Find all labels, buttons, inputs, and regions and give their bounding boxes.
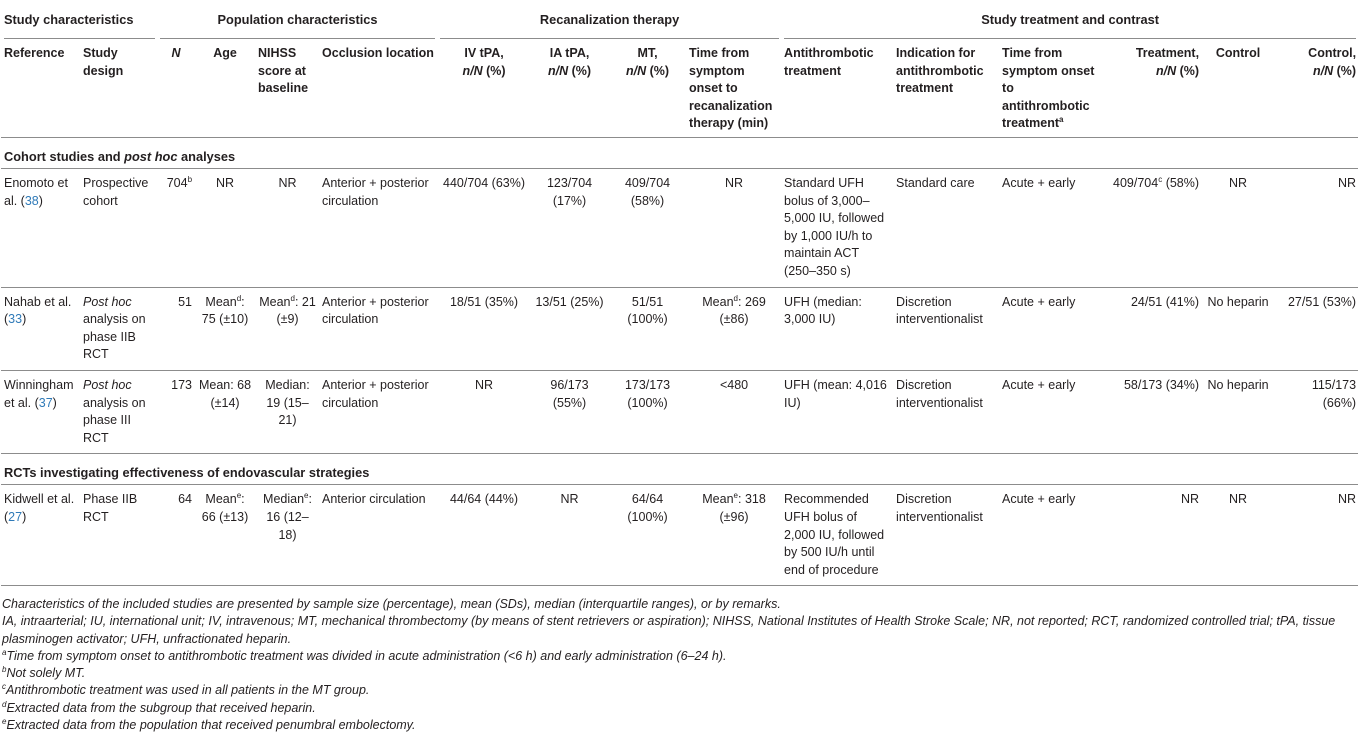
n-footnote-mark: b [187,174,193,184]
cell-treatment [1105,485,1201,586]
age-footnote-mark: e [236,491,242,501]
section-title-cohort [1,138,1358,169]
col-header-control: Control [1201,39,1274,138]
age-b: : 66 (±13) [201,492,249,524]
nihss-footnote-mark: d [290,293,295,303]
footnote-e [2,717,1359,734]
treatment-a: 58/173 (34%) [1123,377,1200,392]
footnote-abbreviations: IA, intraarterial; IU, international unit; IV, intravenous; MT, mechanical thrombectomy (by means of stent retrievers or aspiration); NIHSS, National Institutes of Health Stroke Scale; NR, not reported; RCT, randomized controlled trial; tPA, tissue plasminogen activator; UFH, unfractionated heparin. [2,614,1336,646]
col-header-time-recanalization: Time from symptom onset to recanalization therapy (min) [686,39,781,138]
cell-time-recanalization [686,287,781,370]
cell-control: NR [1201,169,1274,288]
cell-n [157,485,194,586]
footnote-b-text: Not solely MT. [6,666,86,681]
cell-occlusion: Anterior circulation [319,485,437,586]
footnote-e-mark: e [2,716,7,726]
section-title-cohort-a: Cohort studies and [4,149,125,164]
cell-antithrombotic: UFH (median: 3,000 IU) [781,287,893,370]
cell-antithrombotic: Standard UFH bolus of 3,000–5,000 IU, followed by 1,000 IU/h to maintain ACT (250–350 s) [781,169,893,288]
design-text: Phase IIB RCT [83,492,138,524]
age-a: Mean [205,294,237,309]
cell-time-recanalization [686,370,781,453]
group-header-recanalization [437,0,781,39]
cell-antithrombotic: UFH (mean: 4,016 IU) [781,370,893,453]
time-a: NR [725,176,744,190]
age-a: Mean [205,492,237,507]
cell-time-recanalization [686,485,781,586]
cell-treatment [1105,287,1201,370]
reference-name: Nahab et al. ( [4,294,72,327]
cell-n [157,287,194,370]
cell-occlusion: Anterior + posterior circulation [319,370,437,453]
design-italic: Post hoc [83,294,132,309]
col-header-mt-unit: n/N [626,63,647,78]
footnote-a-mark: a [2,647,7,657]
cell-control: No heparin [1201,287,1274,370]
footnote-c-mark: c [2,682,6,692]
col-header-iv-tpa-unit: n/N [462,63,483,78]
time-footnote-mark: e [733,491,738,501]
section-row-cohort [1,138,1358,169]
group-header-treatment [781,0,1358,39]
reference-close: ) [22,509,27,524]
cell-time-antithrombotic: Acute + early [999,370,1105,453]
col-header-control-n-unit: n/N [1313,63,1334,78]
group-header-recanalization-label: Recanalization therapy [440,11,779,39]
cell-age [194,370,255,453]
nihss-a: NR [278,176,297,190]
cell-treatment [1105,370,1201,453]
cell-indication: Discretion interventionalist [893,287,999,370]
cell-n [157,169,194,288]
age-a: Mean: 68 (±14) [198,377,252,410]
design-italic: Post hoc [83,377,132,392]
col-header-design: Study design [80,39,157,138]
table-row [1,370,1358,453]
group-header-study-label: Study characteristics [4,11,155,39]
section-title-cohort-c: analyses [177,149,236,164]
time-a: Mean [702,294,734,309]
footnote-e-text: Extracted data from the population that received penumbral embolectomy. [6,717,416,732]
group-header-population [157,0,437,39]
footnote-c-text: Antithrombotic treatment was used in all patients in the MT group. [6,683,370,698]
footnote-c [2,682,1359,699]
table-row [1,287,1358,370]
cell-iv-tpa: NR [437,370,530,453]
rct-rows [1,485,1358,586]
cell-ia-tpa: NR [530,485,608,586]
treatment-a: 24/51 (41%) [1130,294,1200,309]
column-header-row [1,39,1358,138]
cell-mt: 51/51 (100%) [608,287,686,370]
cell-indication: Discretion interventionalist [893,485,999,586]
cell-occlusion: Anterior + posterior circulation [319,287,437,370]
n-value: 64 [178,492,193,507]
col-header-iv-tpa-pct: (%) [482,63,506,78]
cell-age [194,169,255,288]
n-value: 704 [166,176,188,190]
col-header-n-label: N [171,46,181,60]
footnote-b [2,665,1359,682]
reference-name: Kidwell et al. ( [4,492,75,524]
footnote-d-text: Extracted data from the subgroup that received heparin. [6,700,316,715]
age-footnote-mark: d [236,293,242,303]
footnote-a-text: Time from symptom onset to antithrombotic treatment was divided in acute administration (<6 h) and early administration (6–24 h). [6,648,727,663]
cell-nihss [255,370,319,453]
cohort-rows [1,169,1358,454]
col-header-ia-tpa-unit: n/N [548,63,569,78]
footnote-d [2,700,1359,717]
nihss-footnote-mark: e [304,491,309,501]
footnote-general: Characteristics of the included studies are presented by sample size (percentage), mean (SDs), median (interquartile ranges), or by remarks. [2,597,781,612]
cell-nihss [255,169,319,288]
cell-control-n: 27/51 (53%) [1274,287,1358,370]
col-header-antithrombotic: Antithrombotic treatment [781,39,893,138]
table-row [1,169,1358,288]
group-header-row [1,0,1358,39]
col-header-control-n-main: Control, [1308,46,1357,60]
col-header-mt-pct: (%) [646,63,670,78]
footnote-d-mark: d [2,699,7,709]
cell-ia-tpa: 123/704 (17%) [530,169,608,288]
col-header-treatment [1105,39,1201,138]
cell-reference [1,485,80,586]
cell-ia-tpa: 13/51 (25%) [530,287,608,370]
time-a: Mean [702,492,734,507]
cell-indication: Standard care [893,169,999,288]
cell-time-antithrombotic: Acute + early [999,169,1105,288]
cell-mt: 409/704 (58%) [608,169,686,288]
cell-control-n: 115/173 (66%) [1274,370,1358,453]
section-title-cohort-b: post hoc [124,149,178,164]
nihss-a: Median [263,492,305,507]
col-header-time-antithrombotic-label: Time from symptom onset to antithrombotic treatment [1002,46,1095,131]
cell-iv-tpa: 18/51 (35%) [437,287,530,370]
time-b: : 269 (±86) [719,294,766,327]
cell-reference [1,287,80,370]
col-header-ia-tpa-main: IA tPA, [549,46,590,60]
cell-age [194,485,255,586]
cell-time-antithrombotic: Acute + early [999,485,1105,586]
citation-link[interactable]: 38 [24,193,39,208]
cell-design [80,370,157,453]
n-value: 173 [171,377,193,392]
col-header-reference: Reference [1,39,80,138]
col-header-nihss: NIHSS score at baseline [255,39,319,138]
col-header-ia-tpa-pct: (%) [568,63,592,78]
footnote-b-mark: b [2,664,7,674]
treatment-footnote-mark: c [1158,174,1163,184]
col-header-control-n [1274,39,1358,138]
cell-reference [1,169,80,288]
cell-n [157,370,194,453]
col-header-treatment-pct: (%) [1176,63,1200,78]
cell-mt: 64/64 (100%) [608,485,686,586]
design-text: analysis on phase IIB RCT [83,312,146,362]
cell-reference [1,370,80,453]
design-text: analysis on phase III RCT [83,395,146,445]
reference-name: Enomoto et al. ( [4,176,68,208]
cell-antithrombotic: Recommended UFH bolus of 2,000 IU, followed by 500 IU/h until end of procedure [781,485,893,586]
age-b: : 75 (±10) [201,294,249,327]
cell-mt: 173/173 (100%) [608,370,686,453]
cell-iv-tpa: 44/64 (44%) [437,485,530,586]
cell-control: NR [1201,485,1274,586]
design-text: Prospective cohort [83,176,149,208]
age-a: NR [215,176,235,190]
reference-close: ) [38,193,43,208]
cell-ia-tpa: 96/173 (55%) [530,370,608,453]
col-header-n [157,39,194,138]
cell-control: No heparin [1201,370,1274,453]
col-header-iv-tpa-main: IV tPA, [464,46,504,60]
footnote-a [2,648,1359,665]
cell-occlusion: Anterior + posterior circulation [319,169,437,288]
citation-link[interactable]: 27 [8,509,23,524]
cell-design [80,169,157,288]
reference-close: ) [22,312,27,327]
table-row [1,485,1358,586]
table-footnotes [0,596,1359,734]
study-characteristics-table [1,0,1358,586]
time-footnote-mark: d [733,293,738,303]
col-header-iv-tpa [437,39,530,138]
cell-treatment [1105,169,1201,288]
cell-nihss [255,287,319,370]
col-header-time-antithrombotic [999,39,1105,138]
cell-design [80,287,157,370]
cell-indication: Discretion interventionalist [893,370,999,453]
cell-nihss [255,485,319,586]
col-header-treatment-unit: n/N [1155,63,1177,78]
cell-control-n: NR [1274,485,1358,586]
nihss-a: Median: 19 (15–21) [265,377,310,428]
col-header-mt [608,39,686,138]
treatment-a: 409/704 [1113,176,1159,190]
reference-name: Winningham et al. ( [4,377,74,410]
group-header-treatment-label: Study treatment and contrast [784,11,1356,39]
citation-link[interactable]: 37 [38,395,53,410]
citation-link[interactable]: 33 [8,312,23,327]
treatment-a: NR [1180,492,1200,507]
nihss-a: Mean [259,294,291,309]
treatment-b: (58%) [1162,176,1200,190]
col-header-age: Age [194,39,255,138]
nihss-b: : 16 (12–18) [266,492,312,542]
cell-time-recanalization [686,169,781,288]
n-value: 51 [178,294,193,309]
col-header-treatment-main: Treatment, [1135,46,1200,60]
cell-time-antithrombotic: Acute + early [999,287,1105,370]
col-header-ia-tpa [530,39,608,138]
cell-design [80,485,157,586]
time-a: <480 [719,377,749,392]
time-b: : 318 (±96) [719,492,766,524]
cell-control-n: NR [1274,169,1358,288]
nihss-b: : 21 (±9) [276,294,316,327]
group-header-population-label: Population characteristics [160,11,435,39]
cell-iv-tpa: 440/704 (63%) [437,169,530,288]
reference-close: ) [52,395,57,410]
cell-age [194,287,255,370]
col-header-indication: Indication for antithrombotic treatment [893,39,999,138]
col-header-occlusion: Occlusion location [319,39,437,138]
group-header-study [1,0,157,39]
section-title-rct: RCTs investigating effectiveness of endovascular strategies [1,454,1358,485]
footnote-marker-a: a [1059,115,1064,125]
col-header-control-n-pct: (%) [1333,63,1357,78]
section-row-rct [1,454,1358,485]
col-header-mt-main: MT, [637,46,658,60]
